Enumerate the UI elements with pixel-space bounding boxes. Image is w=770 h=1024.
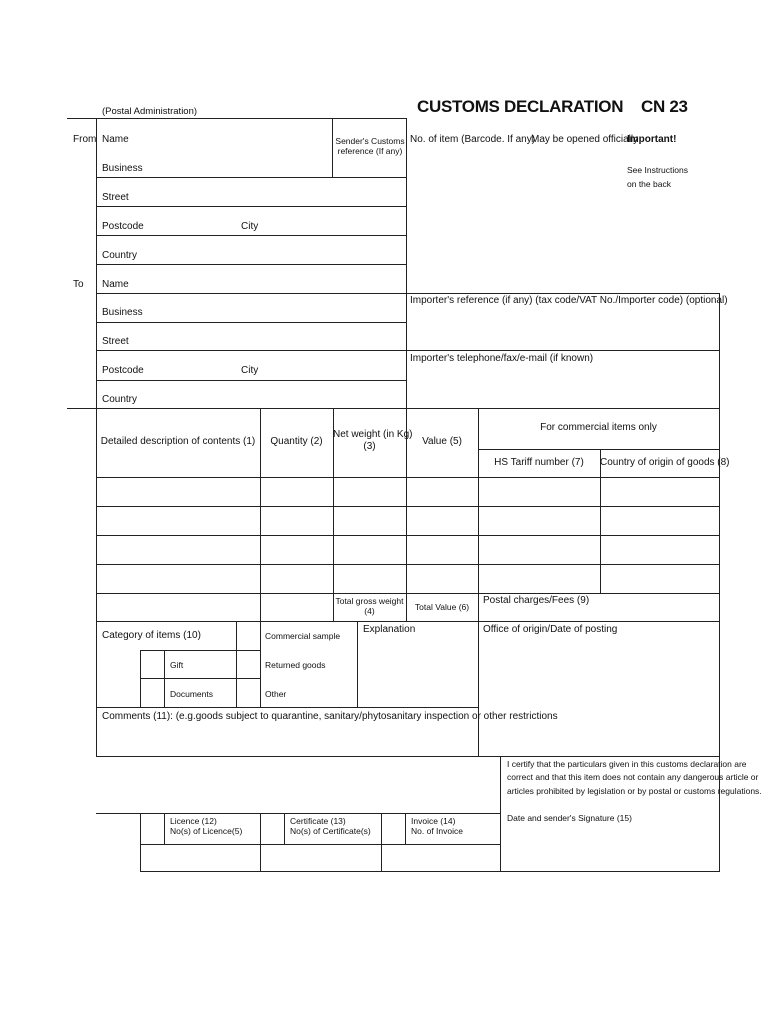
licence-checkbox[interactable] bbox=[141, 814, 163, 843]
category-of-items-label: Category of items (10) bbox=[102, 630, 201, 641]
divider bbox=[96, 707, 478, 708]
to-city-field[interactable]: City bbox=[241, 365, 259, 376]
value-column-header: Value (5) bbox=[422, 436, 462, 447]
from-business-field[interactable]: Business bbox=[102, 163, 143, 174]
certify-statement-line1: I certify that the particulars given in this customs declaration are bbox=[507, 759, 747, 769]
explanation-field[interactable]: Explanation bbox=[363, 624, 416, 635]
importer-telephone-field[interactable]: Importer's telephone/fax/e-mail (if known) bbox=[410, 353, 594, 364]
total-gross-line2: (4) bbox=[364, 606, 375, 617]
office-of-origin-field[interactable]: Office of origin/Date of posting bbox=[483, 624, 618, 635]
divider bbox=[96, 322, 406, 323]
from-postcode-field[interactable]: Postcode bbox=[102, 221, 144, 232]
licence-label bbox=[170, 816, 242, 836]
total-gross-line1: Total gross weight bbox=[335, 596, 404, 606]
divider bbox=[357, 621, 358, 707]
invoice-line1: Invoice (14) bbox=[411, 816, 456, 826]
total-value-field[interactable]: Total Value (6) bbox=[414, 602, 470, 612]
documents-label: Documents bbox=[170, 689, 213, 699]
divider bbox=[96, 206, 406, 207]
divider bbox=[140, 844, 500, 845]
returned-goods-checkbox[interactable] bbox=[237, 651, 259, 677]
divider bbox=[96, 264, 406, 265]
certificate-line1: Certificate (13) bbox=[290, 816, 346, 826]
important-label: Important! bbox=[627, 134, 677, 145]
from-label: From bbox=[73, 134, 97, 145]
certify-statement-line3: articles prohibited by legislation or by postal or customs regulations. bbox=[507, 786, 762, 796]
from-country-field[interactable]: Country bbox=[102, 250, 138, 261]
divider bbox=[67, 118, 406, 119]
certify-statement-line2: correct and that this item does not contain any dangerous article or bbox=[507, 772, 759, 782]
to-name-field[interactable]: Name bbox=[102, 279, 129, 290]
divider bbox=[140, 871, 720, 872]
from-street-field[interactable]: Street bbox=[102, 192, 129, 203]
hs-tariff-column-header: HS Tariff number (7) bbox=[494, 457, 584, 468]
other-label: Other bbox=[265, 689, 287, 699]
commercial-items-header: For commercial items only bbox=[540, 422, 657, 433]
divider bbox=[96, 380, 406, 381]
commercial-sample-checkbox[interactable] bbox=[237, 622, 259, 649]
divider bbox=[260, 621, 261, 707]
divider bbox=[478, 449, 719, 450]
quantity-column-header: Quantity (2) bbox=[270, 436, 323, 447]
divider bbox=[96, 621, 719, 622]
returned-goods-label: Returned goods bbox=[265, 660, 326, 670]
commercial-sample-label: Commercial sample bbox=[265, 631, 341, 641]
to-street-field[interactable]: Street bbox=[102, 336, 129, 347]
divider bbox=[96, 350, 719, 351]
may-be-opened-label: May be opened officially bbox=[531, 134, 639, 145]
senders-customs-reference-field[interactable] bbox=[335, 136, 405, 156]
licence-line1: Licence (12) bbox=[170, 816, 217, 826]
table-row[interactable] bbox=[97, 507, 718, 535]
divider bbox=[96, 756, 719, 757]
senders-ref-line1: Sender's Customs bbox=[335, 136, 405, 146]
from-city-field[interactable]: City bbox=[241, 221, 259, 232]
invoice-label bbox=[411, 816, 463, 836]
divider bbox=[284, 813, 285, 844]
form-title: CUSTOMS DECLARATION bbox=[417, 97, 624, 116]
net-weight-line2: (3) bbox=[363, 441, 376, 452]
signature-field[interactable]: Date and sender's Signature (15) bbox=[507, 813, 632, 823]
divider bbox=[406, 118, 407, 408]
to-label: To bbox=[73, 279, 84, 290]
senders-ref-line2: reference (If any) bbox=[337, 146, 403, 157]
divider bbox=[67, 408, 719, 409]
other-checkbox[interactable] bbox=[237, 679, 259, 706]
divider bbox=[96, 235, 406, 236]
divider bbox=[405, 813, 406, 844]
form-code: CN 23 bbox=[641, 97, 688, 116]
importer-reference-field[interactable]: Importer's reference (if any) (tax code/VAT No./Importer code) (optional) bbox=[410, 295, 728, 306]
table-row[interactable] bbox=[97, 565, 718, 593]
divider bbox=[332, 118, 333, 177]
divider bbox=[96, 593, 719, 594]
postal-charges-field[interactable]: Postal charges/Fees (9) bbox=[483, 595, 590, 606]
gift-label: Gift bbox=[170, 660, 184, 670]
table-row[interactable] bbox=[97, 536, 718, 564]
net-weight-column-header bbox=[333, 429, 413, 453]
description-column-header: Detailed description of contents (1) bbox=[100, 436, 256, 447]
table-row[interactable] bbox=[97, 478, 718, 506]
item-number-field[interactable]: No. of item (Barcode. If any) bbox=[410, 134, 536, 145]
to-country-field[interactable]: Country bbox=[102, 394, 138, 405]
see-instructions-line2: on the back bbox=[627, 179, 671, 189]
invoice-checkbox[interactable] bbox=[382, 814, 404, 843]
divider bbox=[164, 813, 165, 844]
certificate-line2: No(s) of Certificate(s) bbox=[290, 826, 371, 837]
comments-field[interactable]: Comments (11): (e.g.goods subject to quarantine, sanitary/phytosanitary inspection or other restrictions bbox=[102, 711, 558, 722]
to-postcode-field[interactable]: Postcode bbox=[102, 365, 144, 376]
divider bbox=[500, 756, 501, 872]
net-weight-line1: Net weight (in Kg) bbox=[333, 429, 413, 440]
invoice-line2: No. of Invoice bbox=[411, 826, 463, 837]
licence-line2: No(s) of Licence(5) bbox=[170, 826, 243, 837]
country-origin-column-header: Country of origin of goods (8) bbox=[600, 457, 730, 468]
documents-checkbox[interactable] bbox=[141, 679, 163, 706]
total-gross-weight-field[interactable] bbox=[333, 596, 406, 616]
to-business-field[interactable]: Business bbox=[102, 307, 143, 318]
certificate-label bbox=[290, 816, 371, 836]
see-instructions-line1: See Instructions bbox=[627, 165, 688, 175]
certificate-checkbox[interactable] bbox=[261, 814, 283, 843]
postal-administration-label: (Postal Administration) bbox=[102, 106, 198, 117]
from-name-field[interactable]: Name bbox=[102, 134, 129, 145]
gift-checkbox[interactable] bbox=[141, 651, 163, 677]
divider bbox=[96, 293, 719, 294]
divider bbox=[96, 177, 406, 178]
